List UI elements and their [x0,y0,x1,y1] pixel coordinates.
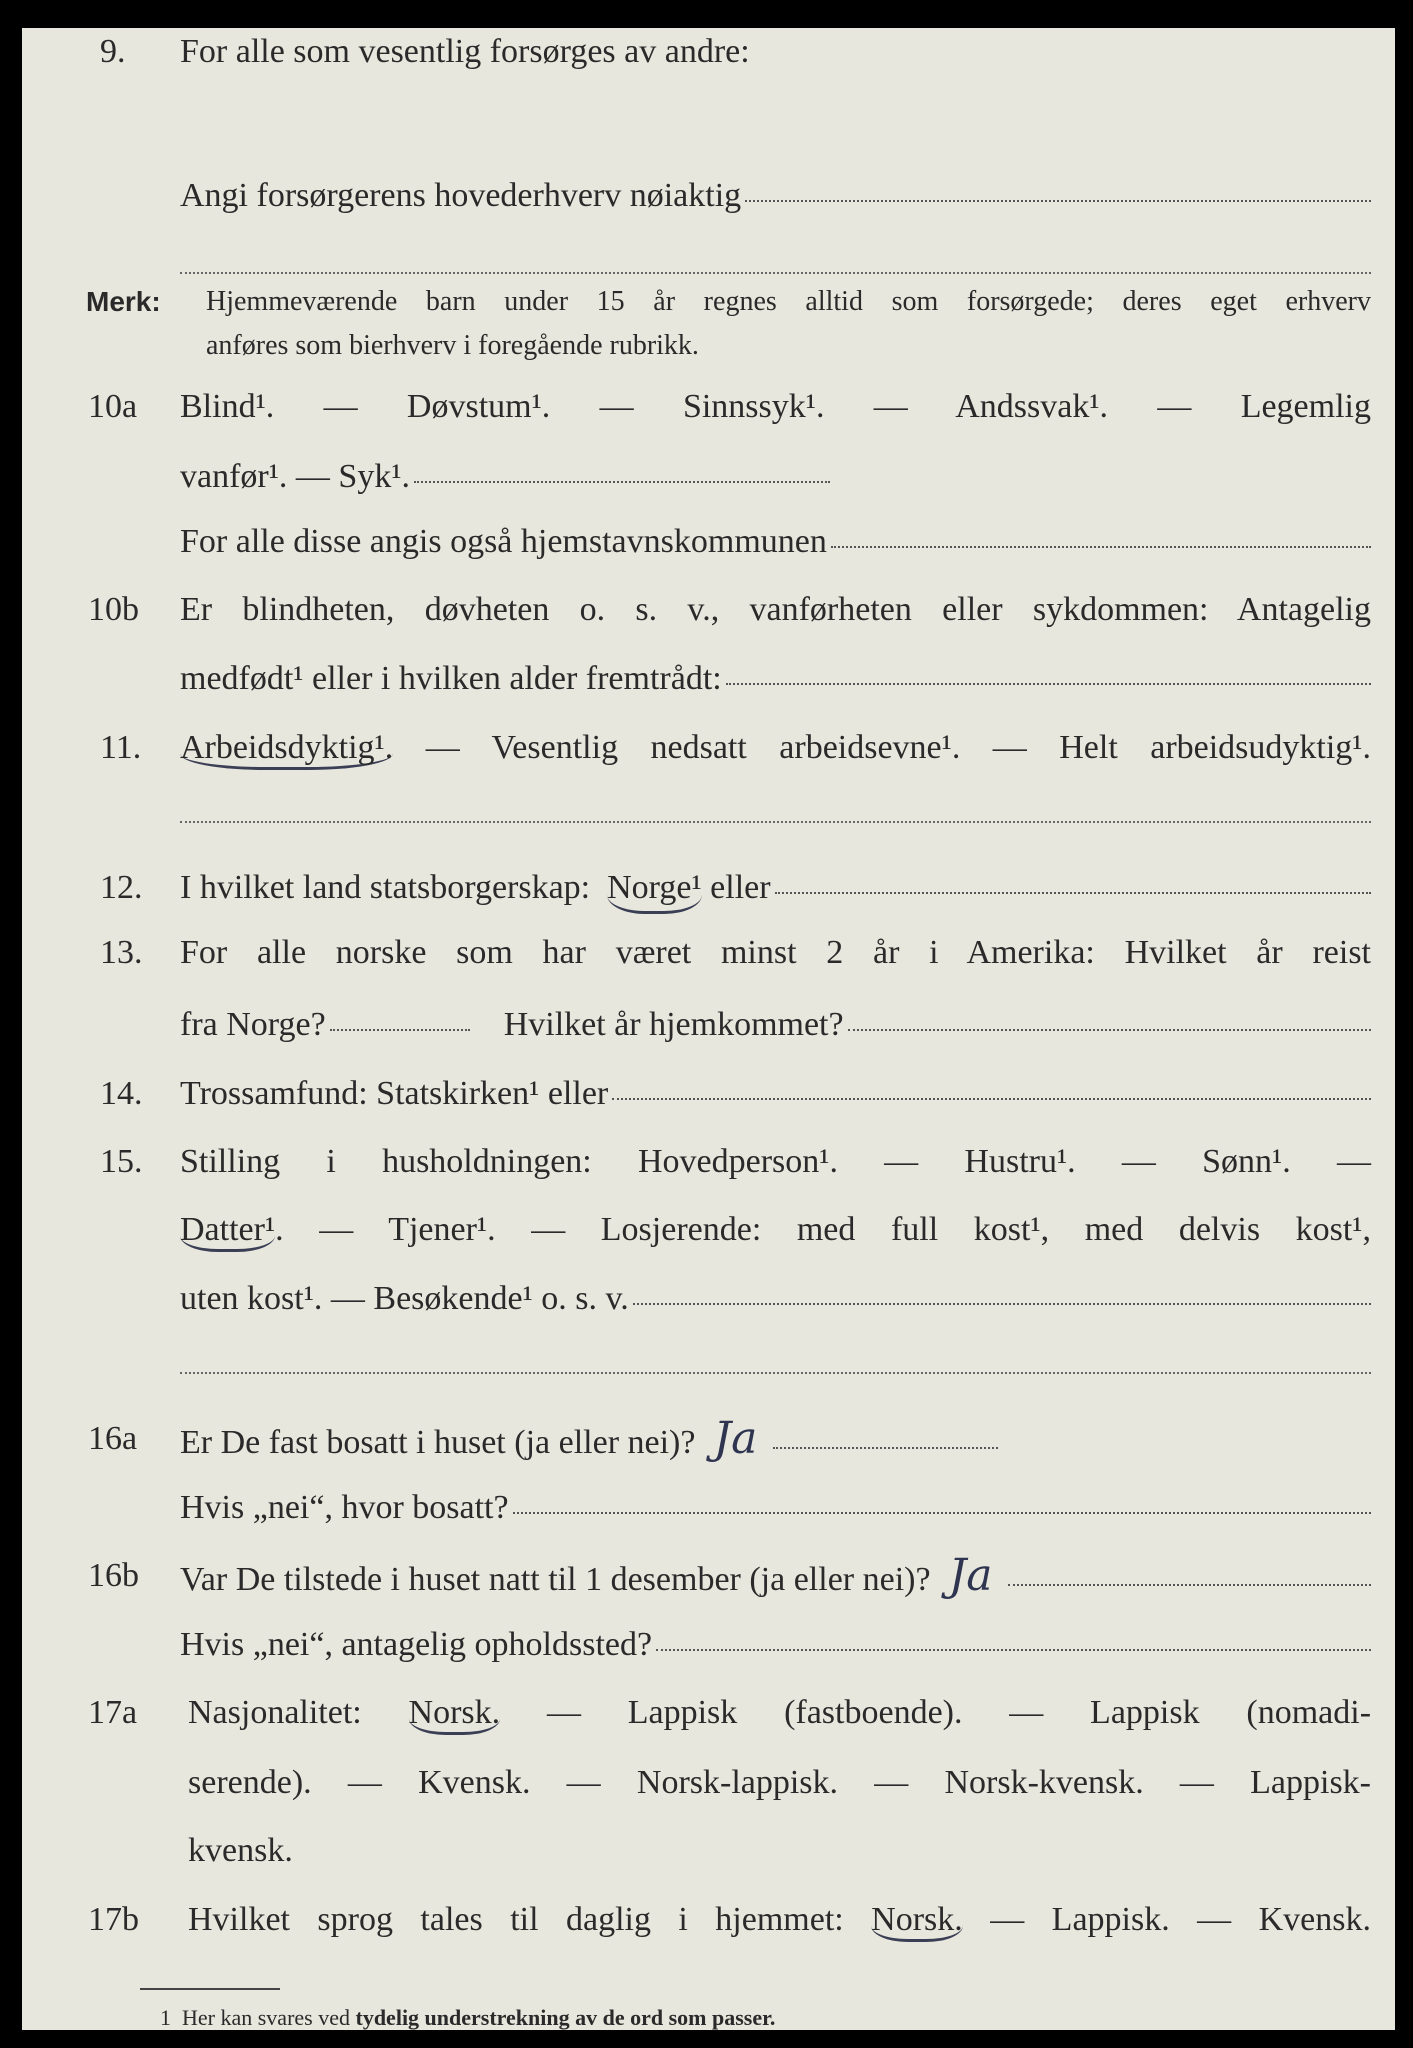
q11-field[interactable] [180,821,1371,823]
merk-line1 [0,282,1413,322]
q16b-line2 [0,1623,1413,1667]
q10a-line3 [0,520,1413,564]
q12-line [0,866,1413,910]
q14-line [0,1072,1413,1116]
q13-line2 [0,1003,1413,1047]
q9-provider-field[interactable] [745,200,1371,202]
q16a-text: Er De fast bosatt i huset (ja eller nei)? [180,1424,696,1461]
q17a-options-2: serende). — Kvensk. — Norsk-lappisk. — Norsk-kvensk. — Lappisk- [188,1764,1371,1801]
q13-number: 13. [100,934,143,971]
q15-text-2: . — Tjener¹. — Losjerende: med full kost¹, med delvis kost¹, [275,1211,1371,1248]
q16a-number: 16a [88,1420,138,1457]
q16b-text-2: Hvis „nei“, antagelig opholdssted? [180,1626,653,1663]
q9-provider-label: Angi forsørgerens hovederhverv nøiaktig [180,177,742,214]
q15-text-3: uten kost¹. — Besøkende¹ o. s. v. [180,1280,629,1317]
q15-line2 [0,1208,1413,1252]
q12-field[interactable] [775,892,1371,894]
q16a-handwritten-answer[interactable]: Ja [713,1413,758,1464]
q13-return-label: Hvilket år hjemkommet? [503,1006,844,1043]
footnote-number: 1 [160,2005,171,2030]
q14-number: 14. [100,1075,143,1112]
q13-left-label: fra Norge? [180,1006,326,1043]
q15-extra-field[interactable] [180,1372,1371,1374]
q17a-line2 [0,1761,1413,1805]
q10a-line2 [0,455,1413,499]
q16b-field [1008,1584,1371,1586]
q16a-line2 [0,1486,1413,1530]
q17a-line1 [0,1691,1413,1735]
q12-selected-option[interactable]: Norge¹ [607,866,702,914]
q10b-line1 [0,588,1413,632]
q13-text: For alle norske som har været minst 2 år i Amerika: Hvilket år reist [180,934,1371,971]
q12-or: eller [710,869,771,906]
q10b-text: Er blindheten, døvheten o. s. v., vanførheten eller sykdommen: Antagelig [180,591,1371,628]
q15-number: 15. [100,1143,143,1180]
q13-left-field[interactable] [330,1029,470,1031]
footnote-divider [140,1988,280,1990]
q16a-text-2: Hvis „nei“, hvor bosatt? [180,1489,509,1526]
q17b-text: Hvilket sprog tales til daglig i hjemmet: [188,1901,844,1938]
q11-options: — Vesentlig nedsatt arbeidsevne¹. — Helt arbeidsudyktig¹. [425,729,1371,766]
q12-number: 12. [100,869,143,906]
footnote-text: Her kan svares ved [182,2005,350,2030]
q10a-hometown-field[interactable] [831,546,1371,548]
merk-line2 [0,326,1413,366]
q14-text: Trossamfund: Statskirken¹ eller [180,1075,609,1112]
merk-text-2: anføres som bierhverv i foregående rubrikk. [206,330,699,361]
q17b-options: — Lappisk. — Kvensk. [990,1901,1371,1938]
q17b-number: 17b [88,1901,139,1938]
q10b-field[interactable] [726,683,1371,685]
q10b-number: 10b [88,591,139,628]
q11-line [0,726,1413,770]
q16b-text: Var De tilstede i huset natt til 1 desember (ja eller nei)? [180,1561,931,1598]
q15-text: Stilling i husholdningen: Hovedperson¹. — Hustru¹. — Sønn¹. — [180,1143,1371,1180]
q13-line1 [0,931,1413,975]
q11-number: 11. [100,729,142,766]
q17b-selected-option[interactable]: Norsk. [871,1901,963,1942]
q9-text: For alle som vesentlig forsørges av andre: [180,33,750,70]
q16b-handwritten-answer[interactable]: Ja [948,1550,993,1601]
q9-number: 9. [100,33,126,70]
q13-return-field[interactable] [848,1029,1371,1031]
footnote [160,2005,775,2031]
q16b-line1 [0,1550,1413,1601]
q10a-text-2: vanfør¹. — Syk¹. [180,458,411,495]
q10a-number: 10a [88,388,138,425]
q17a-selected-option[interactable]: Norsk. [409,1694,501,1735]
q16b-number: 16b [88,1557,139,1594]
q9-line1 [0,30,1413,74]
q10a-line1 [0,385,1413,429]
footnote-emphasis: tydelig understrekning av de ord som passer. [355,2005,776,2030]
q14-field[interactable] [612,1098,1371,1100]
q15-selected-option[interactable]: Datter¹ [180,1211,275,1252]
q10b-line2 [0,657,1413,701]
q17b-line [0,1898,1413,1942]
q16a-residence-field[interactable] [513,1512,1371,1514]
merk-text: Hjemmeværende barn under 15 år regnes alltid som forsørgede; deres eget erhverv [206,286,1371,317]
q16a-field [773,1447,998,1449]
q16b-location-field[interactable] [656,1649,1371,1651]
q17a-options: — Lappisk (fastboende). — Lappisk (nomadi- [546,1694,1372,1731]
q10a-text: Blind¹. — Døvstum¹. — Sinnssyk¹. — Andssvak¹. — Legemlig [180,388,1371,425]
q9-line2 [0,174,1413,218]
q10a-hometown-label: For alle disse angis også hjemstavnskommunen [180,523,827,560]
q11-selected-option[interactable]: Arbeidsdyktig¹. [180,729,393,770]
q10a-field[interactable] [414,481,830,483]
q9-extra-field[interactable] [180,272,1371,274]
q15-line1 [0,1140,1413,1184]
q10b-text-2: medfødt¹ eller i hvilken alder fremtrådt: [180,660,722,697]
q17a-line3 [0,1829,1413,1873]
q17a-options-3: kvensk. [188,1832,293,1869]
q15-field[interactable] [633,1303,1371,1305]
q16a-line1 [0,1413,1413,1464]
q15-line3 [0,1277,1413,1321]
q17a-number: 17a [88,1694,138,1731]
merk-label: Merk: [86,286,161,317]
q17a-label: Nasjonalitet: [188,1694,362,1731]
q12-text: I hvilket land statsborgerskap: [180,869,591,906]
